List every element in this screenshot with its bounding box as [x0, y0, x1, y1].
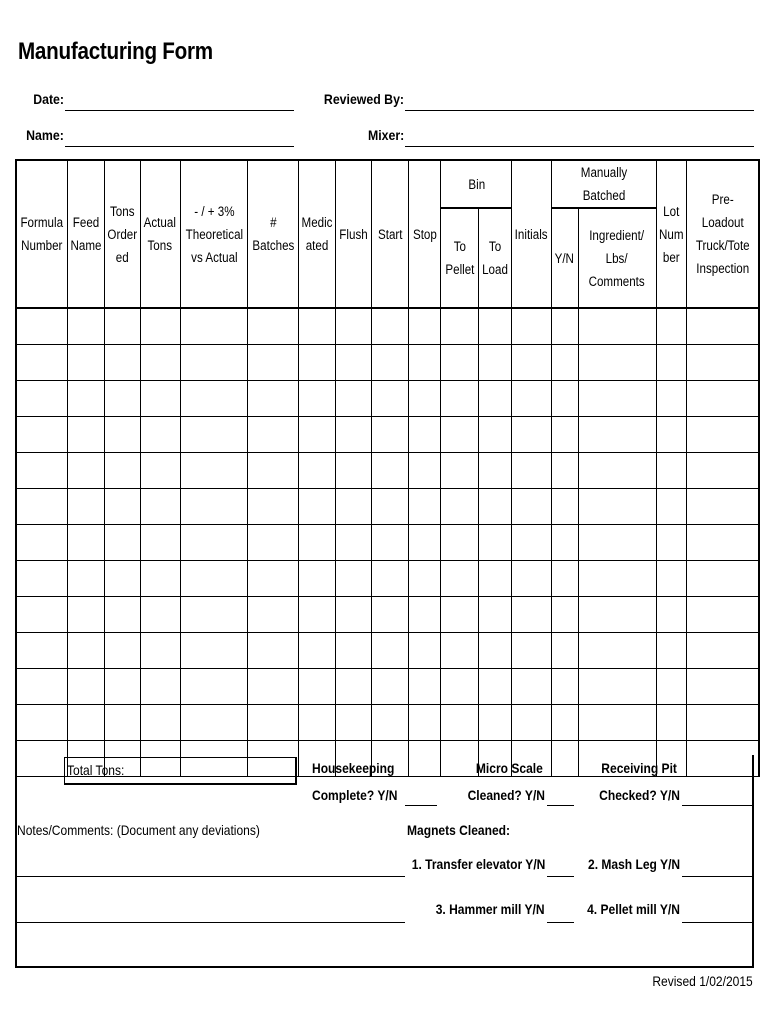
table-cell[interactable] — [551, 597, 578, 633]
table-cell[interactable] — [180, 561, 248, 597]
table-cell[interactable] — [409, 705, 441, 741]
table-cell[interactable] — [180, 489, 248, 525]
table-cell[interactable] — [409, 417, 441, 453]
table-cell[interactable] — [441, 525, 479, 561]
table-cell[interactable] — [686, 597, 759, 633]
table-row — [16, 525, 759, 561]
table-cell[interactable] — [104, 308, 140, 345]
table-cell[interactable] — [140, 381, 180, 417]
table-cell[interactable] — [104, 597, 140, 633]
table-cell[interactable] — [248, 308, 299, 345]
table-cell[interactable] — [336, 381, 372, 417]
table-cell[interactable] — [512, 669, 551, 705]
table-cell[interactable] — [578, 417, 656, 453]
header-initials: Initials — [512, 160, 551, 308]
table-cell[interactable] — [104, 453, 140, 489]
table-cell[interactable] — [336, 669, 372, 705]
table-cell[interactable] — [140, 489, 180, 525]
table-cell[interactable] — [104, 381, 140, 417]
table-cell[interactable] — [372, 597, 409, 633]
receiving-pit-label-2: Checked? Y/N — [599, 787, 680, 803]
micro-scale-label-1: Micro Scale — [476, 760, 543, 776]
table-cell[interactable] — [578, 381, 656, 417]
table-cell[interactable] — [512, 308, 551, 345]
table-cell[interactable] — [686, 489, 759, 525]
table-cell[interactable] — [372, 381, 409, 417]
table-cell[interactable] — [104, 561, 140, 597]
name-label: Name: — [26, 127, 64, 143]
table-cell[interactable] — [104, 525, 140, 561]
table-cell[interactable] — [180, 381, 248, 417]
table-cell[interactable] — [551, 308, 578, 345]
table-cell[interactable] — [104, 489, 140, 525]
table-cell[interactable] — [140, 453, 180, 489]
table-cell[interactable] — [578, 561, 656, 597]
table-cell[interactable] — [16, 597, 67, 633]
table-cell[interactable] — [656, 705, 686, 741]
table-cell[interactable] — [479, 308, 512, 345]
table-cell[interactable] — [67, 669, 104, 705]
table-cell[interactable] — [686, 525, 759, 561]
table-cell[interactable] — [299, 308, 336, 345]
table-cell[interactable] — [104, 705, 140, 741]
table-cell[interactable] — [551, 345, 578, 381]
table-cell[interactable] — [336, 453, 372, 489]
table-cell[interactable] — [512, 633, 551, 669]
table-cell[interactable] — [686, 561, 759, 597]
table-cell[interactable] — [299, 489, 336, 525]
mixer-field[interactable] — [405, 146, 754, 147]
table-cell[interactable] — [686, 705, 759, 741]
table-cell[interactable] — [299, 417, 336, 453]
manufacturing-table — [15, 159, 760, 777]
table-cell[interactable] — [248, 597, 299, 633]
table-cell[interactable] — [372, 345, 409, 381]
mixer-label: Mixer: — [367, 127, 404, 143]
table-cell[interactable] — [479, 633, 512, 669]
notes-label: Notes/Comments: (Document any deviations) — [17, 822, 260, 838]
table-cell[interactable] — [372, 525, 409, 561]
table-row — [16, 453, 759, 489]
table-cell[interactable] — [104, 345, 140, 381]
table-row — [16, 308, 759, 345]
table-cell[interactable] — [16, 633, 67, 669]
table-cell[interactable] — [336, 345, 372, 381]
table-cell[interactable] — [441, 489, 479, 525]
table-cell[interactable] — [578, 453, 656, 489]
name-field[interactable] — [65, 146, 294, 147]
mash-leg-field[interactable] — [682, 876, 754, 877]
header-flush: Flush — [336, 160, 372, 308]
table-cell[interactable] — [299, 597, 336, 633]
header-yn: Y/N — [551, 208, 578, 308]
receiving-pit-field[interactable] — [682, 805, 754, 806]
table-cell[interactable] — [409, 489, 441, 525]
table-cell[interactable] — [248, 453, 299, 489]
table-cell[interactable] — [479, 561, 512, 597]
table-cell[interactable] — [441, 705, 479, 741]
notes-line-2[interactable] — [15, 922, 405, 923]
table-cell[interactable] — [551, 381, 578, 417]
table-cell[interactable] — [180, 417, 248, 453]
table-cell[interactable] — [299, 705, 336, 741]
table-row — [16, 705, 759, 741]
table-cell[interactable] — [16, 705, 67, 741]
table-cell[interactable] — [409, 381, 441, 417]
table-cell[interactable] — [409, 633, 441, 669]
table-cell[interactable] — [686, 308, 759, 345]
table-cell[interactable] — [578, 633, 656, 669]
table-cell[interactable] — [656, 381, 686, 417]
hammer-mill-label: 3. Hammer mill Y/N — [436, 901, 545, 917]
table-cell[interactable] — [299, 345, 336, 381]
table-cell[interactable] — [656, 561, 686, 597]
table-cell[interactable] — [578, 669, 656, 705]
magnets-cleaned-label: Magnets Cleaned: — [407, 822, 511, 838]
table-cell[interactable] — [656, 633, 686, 669]
table-cell[interactable] — [299, 453, 336, 489]
table-cell[interactable] — [336, 308, 372, 345]
mash-leg-label: 2. Mash Leg Y/N — [587, 856, 680, 872]
table-cell[interactable] — [441, 308, 479, 345]
table-cell[interactable] — [299, 633, 336, 669]
header-start: Start — [372, 160, 409, 308]
header-medicated: Medic ated — [299, 160, 336, 308]
table-cell[interactable] — [16, 489, 67, 525]
table-cell[interactable] — [656, 453, 686, 489]
table-cell[interactable] — [441, 669, 479, 705]
hammer-mill-field[interactable] — [547, 922, 574, 923]
table-cell[interactable] — [67, 308, 104, 345]
table-cell[interactable] — [16, 669, 67, 705]
table-cell[interactable] — [441, 561, 479, 597]
table-cell[interactable] — [656, 417, 686, 453]
table-cell[interactable] — [336, 525, 372, 561]
table-cell[interactable] — [140, 669, 180, 705]
table-cell[interactable] — [479, 705, 512, 741]
table-cell[interactable] — [686, 417, 759, 453]
table-cell[interactable] — [67, 489, 104, 525]
housekeeping-field[interactable] — [405, 805, 437, 806]
table-cell[interactable] — [512, 525, 551, 561]
table-cell[interactable] — [551, 453, 578, 489]
table-cell[interactable] — [140, 345, 180, 381]
table-row — [16, 669, 759, 705]
table-cell[interactable] — [248, 633, 299, 669]
table-cell[interactable] — [578, 345, 656, 381]
table-cell[interactable] — [409, 308, 441, 345]
table-cell[interactable] — [299, 381, 336, 417]
table-cell[interactable] — [512, 489, 551, 525]
table-cell[interactable] — [656, 489, 686, 525]
table-cell[interactable] — [104, 417, 140, 453]
table-cell[interactable] — [16, 308, 67, 345]
table-cell[interactable] — [479, 525, 512, 561]
table-cell[interactable] — [372, 669, 409, 705]
table-cell[interactable] — [512, 597, 551, 633]
transfer-elevator-label: 1. Transfer elevator Y/N — [411, 856, 545, 872]
table-cell[interactable] — [67, 633, 104, 669]
table-cell[interactable] — [248, 561, 299, 597]
table-cell[interactable] — [140, 597, 180, 633]
notes-line-1[interactable] — [15, 876, 405, 877]
table-cell[interactable] — [512, 453, 551, 489]
table-cell[interactable] — [479, 381, 512, 417]
date-label: Date: — [33, 91, 64, 107]
table-row — [16, 597, 759, 633]
header-theoretical-vs-actual: - / + 3% Theoretical vs Actual — [180, 160, 248, 308]
date-field[interactable] — [65, 110, 294, 111]
table-cell[interactable] — [479, 417, 512, 453]
table-cell[interactable] — [67, 597, 104, 633]
header-lot-number: Lot Num ber — [656, 160, 686, 308]
table-cell[interactable] — [299, 561, 336, 597]
table-cell[interactable] — [248, 345, 299, 381]
header-stop: Stop — [409, 160, 441, 308]
transfer-elevator-field[interactable] — [547, 876, 574, 877]
table-cell[interactable] — [248, 525, 299, 561]
table-cell[interactable] — [512, 705, 551, 741]
table-cell[interactable] — [512, 561, 551, 597]
table-cell[interactable] — [551, 561, 578, 597]
table-cell[interactable] — [409, 345, 441, 381]
table-cell[interactable] — [140, 308, 180, 345]
table-cell[interactable] — [140, 561, 180, 597]
table-cell[interactable] — [180, 597, 248, 633]
table-cell[interactable] — [67, 417, 104, 453]
table-cell[interactable] — [512, 381, 551, 417]
table-cell[interactable] — [409, 453, 441, 489]
header-to-load: To Load — [479, 208, 512, 308]
table-cell[interactable] — [686, 453, 759, 489]
table-cell[interactable] — [512, 417, 551, 453]
header-ingredient: Ingredient/ Lbs/ Comments — [578, 208, 656, 308]
table-cell[interactable] — [578, 525, 656, 561]
table-cell[interactable] — [441, 633, 479, 669]
table-cell[interactable] — [551, 417, 578, 453]
table-cell[interactable] — [336, 561, 372, 597]
form-title: Manufacturing Form — [18, 38, 213, 65]
table-cell[interactable] — [336, 489, 372, 525]
table-cell[interactable] — [372, 453, 409, 489]
table-cell[interactable] — [67, 525, 104, 561]
table-row — [16, 633, 759, 669]
header-feed-name: Feed Name — [67, 160, 104, 308]
table-cell[interactable] — [409, 525, 441, 561]
header-formula-number: Formula Number — [16, 160, 67, 308]
table-cell[interactable] — [180, 525, 248, 561]
table-cell[interactable] — [686, 669, 759, 705]
table-cell[interactable] — [248, 381, 299, 417]
table-cell[interactable] — [372, 705, 409, 741]
table-cell[interactable] — [248, 705, 299, 741]
table-cell[interactable] — [140, 417, 180, 453]
table-cell[interactable] — [656, 308, 686, 345]
receiving-pit-label-1: Receiving Pit — [601, 760, 677, 776]
table-cell[interactable] — [372, 417, 409, 453]
table-row — [16, 561, 759, 597]
table-cell[interactable] — [336, 705, 372, 741]
table-cell[interactable] — [656, 345, 686, 381]
housekeeping-label-1: Housekeeping — [312, 760, 395, 776]
table-cell[interactable] — [16, 561, 67, 597]
table-cell[interactable] — [16, 381, 67, 417]
table-cell[interactable] — [67, 705, 104, 741]
table-cell[interactable] — [479, 345, 512, 381]
table-cell[interactable] — [336, 417, 372, 453]
table-cell[interactable] — [479, 489, 512, 525]
table-cell[interactable] — [16, 417, 67, 453]
table-cell[interactable] — [512, 345, 551, 381]
table-cell[interactable] — [372, 633, 409, 669]
table-cell[interactable] — [479, 597, 512, 633]
table-cell[interactable] — [336, 597, 372, 633]
table-cell[interactable] — [578, 705, 656, 741]
table-cell[interactable] — [372, 308, 409, 345]
revised-date: Revised 1/02/2015 — [652, 973, 753, 989]
table-cell[interactable] — [551, 489, 578, 525]
table-cell[interactable] — [248, 669, 299, 705]
table-cell[interactable] — [180, 453, 248, 489]
table-cell[interactable] — [441, 345, 479, 381]
table-cell[interactable] — [16, 345, 67, 381]
housekeeping-label-2: Complete? Y/N — [312, 787, 398, 803]
table-cell[interactable] — [409, 669, 441, 705]
table-cell[interactable] — [67, 561, 104, 597]
table-cell[interactable] — [372, 489, 409, 525]
header-bin-group: Bin — [441, 160, 512, 208]
table-cell[interactable] — [656, 669, 686, 705]
reviewed-by-field[interactable] — [405, 110, 754, 111]
table-cell[interactable] — [551, 633, 578, 669]
table-cell[interactable] — [248, 489, 299, 525]
table-cell[interactable] — [104, 669, 140, 705]
table-cell[interactable] — [551, 669, 578, 705]
micro-scale-label-2: Cleaned? Y/N — [467, 787, 545, 803]
table-cell[interactable] — [656, 597, 686, 633]
table-cell[interactable] — [336, 633, 372, 669]
table-cell[interactable] — [686, 381, 759, 417]
table-cell[interactable] — [578, 308, 656, 345]
pellet-mill-label: 4. Pellet mill Y/N — [587, 901, 680, 917]
table-row — [16, 489, 759, 525]
table-cell[interactable] — [180, 633, 248, 669]
table-row — [16, 417, 759, 453]
table-cell[interactable] — [656, 525, 686, 561]
table-cell[interactable] — [409, 561, 441, 597]
table-cell[interactable] — [67, 345, 104, 381]
table-cell[interactable] — [686, 633, 759, 669]
table-cell[interactable] — [16, 453, 67, 489]
header-manually-batched-group: Manually Batched — [551, 160, 656, 208]
table-cell[interactable] — [140, 525, 180, 561]
micro-scale-field[interactable] — [547, 805, 574, 806]
table-cell[interactable] — [67, 381, 104, 417]
table-cell[interactable] — [441, 381, 479, 417]
table-cell[interactable] — [67, 453, 104, 489]
table-cell[interactable] — [180, 345, 248, 381]
table-cell[interactable] — [299, 525, 336, 561]
table-cell[interactable] — [441, 417, 479, 453]
table-cell[interactable] — [180, 705, 248, 741]
table-cell[interactable] — [140, 705, 180, 741]
reviewed-by-label: Reviewed By: — [323, 91, 404, 107]
table-cell[interactable] — [479, 453, 512, 489]
header-batches: # Batches — [248, 160, 299, 308]
table-cell[interactable] — [140, 633, 180, 669]
table-cell[interactable] — [578, 489, 656, 525]
table-cell[interactable] — [441, 453, 479, 489]
table-row — [16, 345, 759, 381]
pellet-mill-field[interactable] — [682, 922, 754, 923]
table-cell[interactable] — [180, 308, 248, 345]
table-cell[interactable] — [16, 525, 67, 561]
table-cell[interactable] — [180, 669, 248, 705]
table-row — [16, 381, 759, 417]
header-to-pellet: To Pellet — [441, 208, 479, 308]
table-cell[interactable] — [686, 345, 759, 381]
header-tons-ordered: Tons Order ed — [104, 160, 140, 308]
header-pre-loadout: Pre-Loadout Truck/Tote Inspection — [686, 160, 759, 308]
total-tons-label: Total Tons: — [67, 762, 125, 778]
table-cell[interactable] — [551, 525, 578, 561]
table-cell[interactable] — [441, 597, 479, 633]
table-cell[interactable] — [578, 597, 656, 633]
table-cell[interactable] — [479, 669, 512, 705]
table-cell[interactable] — [551, 705, 578, 741]
table-cell[interactable] — [372, 561, 409, 597]
table-cell[interactable] — [299, 669, 336, 705]
table-cell[interactable] — [409, 597, 441, 633]
header-actual-tons: Actual Tons — [140, 160, 180, 308]
table-cell[interactable] — [104, 633, 140, 669]
table-cell[interactable] — [248, 417, 299, 453]
